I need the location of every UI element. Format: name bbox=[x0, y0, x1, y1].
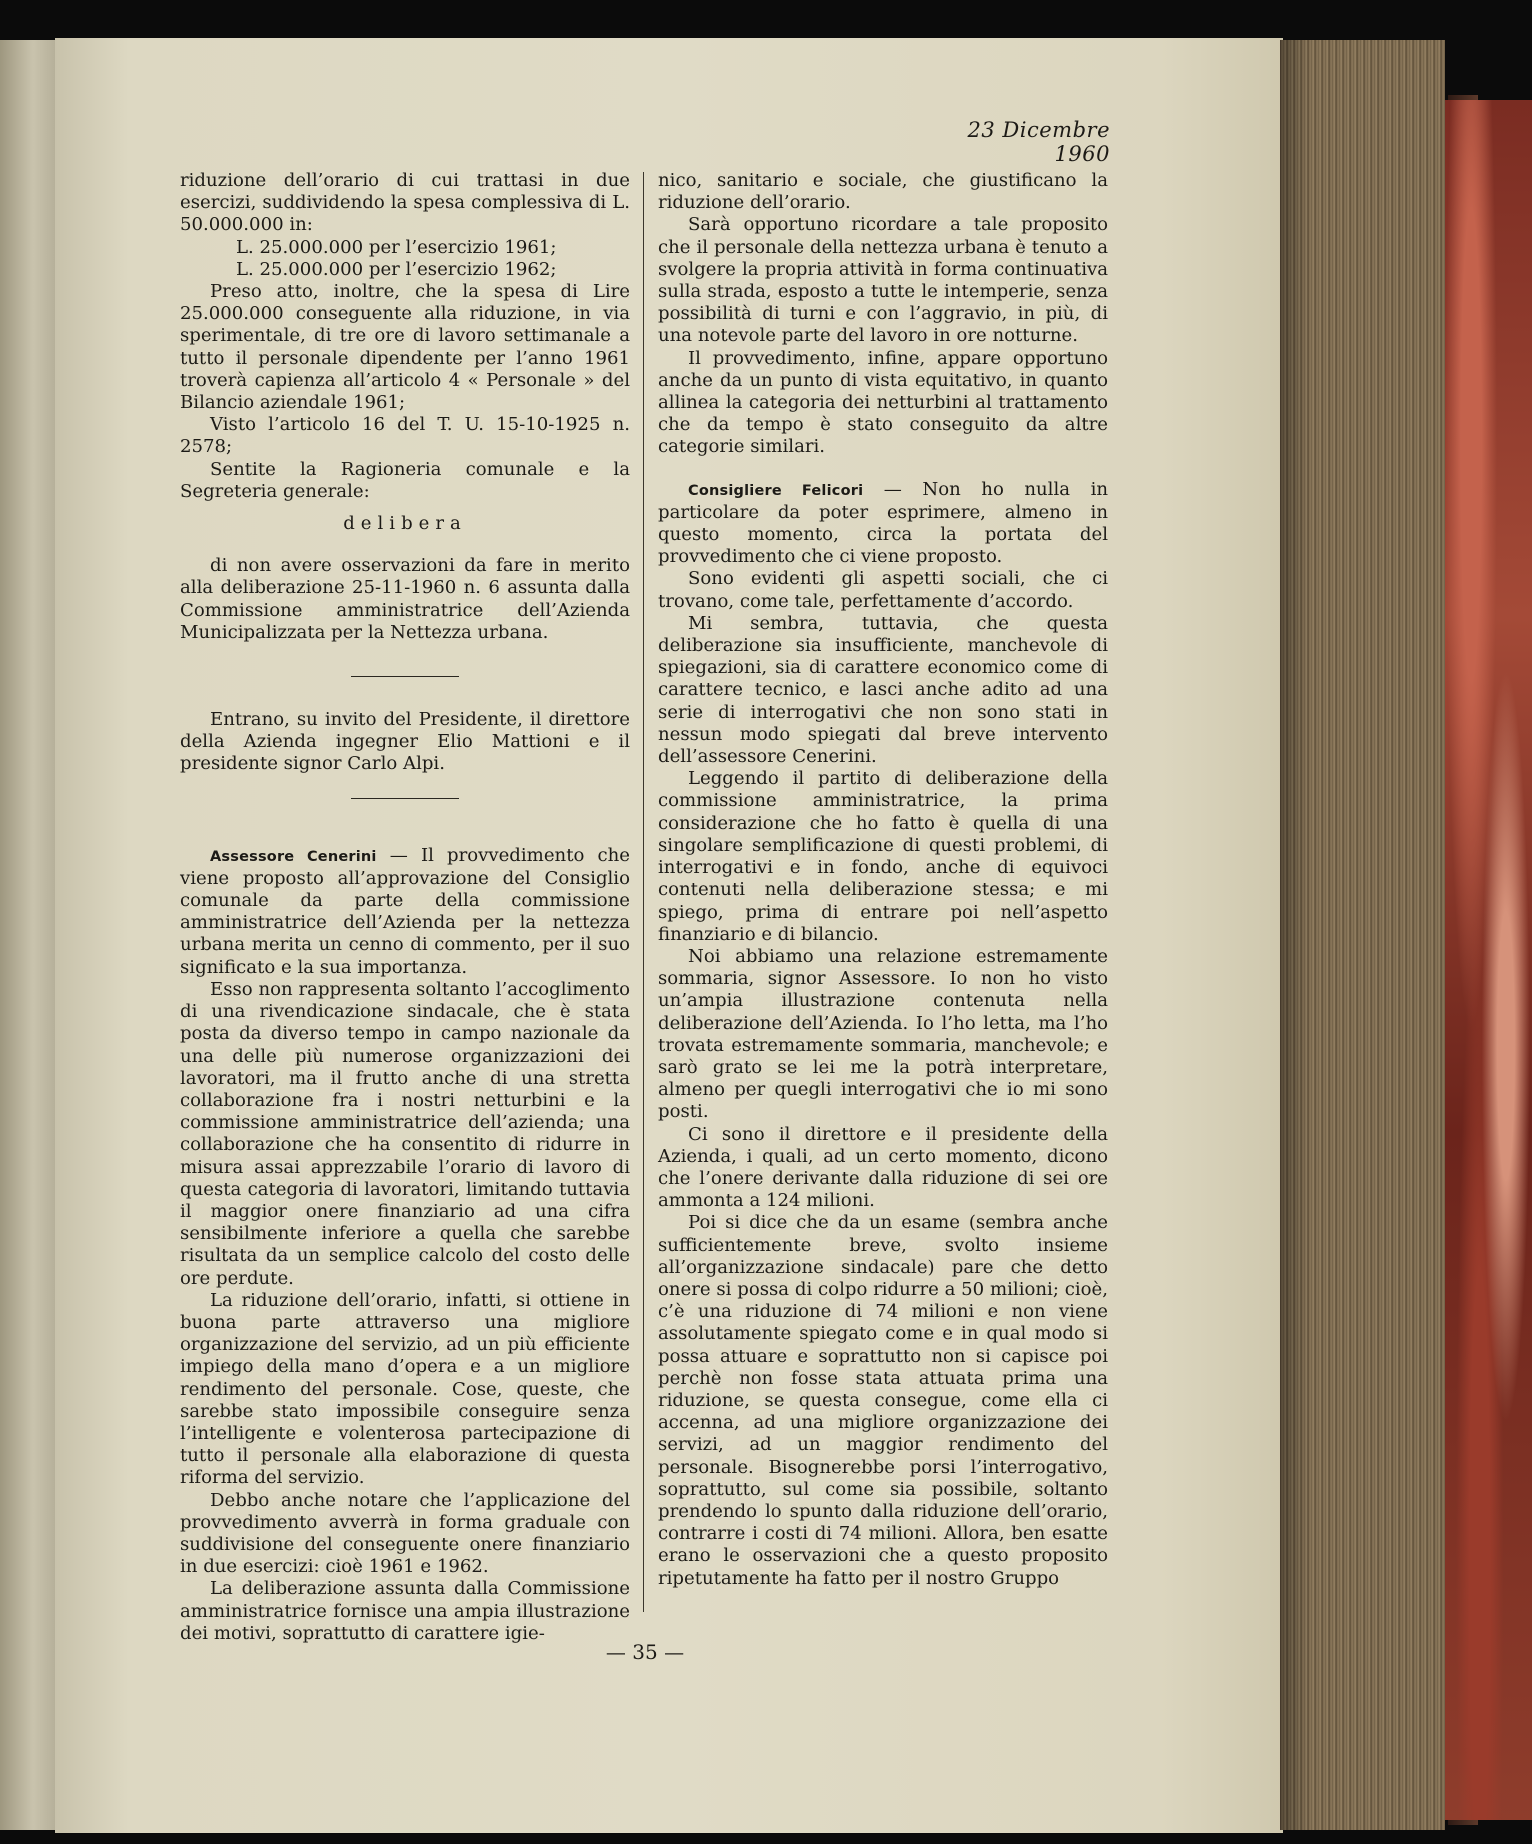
column-divider bbox=[643, 172, 644, 1612]
paragraph: Mi sembra, tuttavia, che questa deliberazione sia insufficiente, manchevole di spiegazioni, sia di carattere economico come di carattere tecnico, e lasci anche adito ad una serie di interrogativi che non sono stati in nessun modo spiegati dal breve intervento dell’assessore Cenerini. bbox=[658, 612, 1108, 768]
paragraph: Esso non rappresenta soltanto l’accoglimento di una rivendicazione sindacale, che è stata posta da diverso tempo in campo nazionale da una delle più numerose organizzazioni dei lavoratori, ma il frutto anche di una stretta collaborazione fra i nostri netturbini e la commissione amministratrice dell’azienda; una collaborazione che ha consentito di ridurre in misura assai apprezzabile l’orario di lavoro di questa categoria di lavoratori, limitando tuttavia il maggior onere finanziario ad una cifra sensibilmente inferiore a quella che sarebbe risultata da un semplice calcolo del costo delle ore perdute. bbox=[180, 978, 630, 1289]
marbled-cover bbox=[1445, 100, 1532, 1820]
speech-paragraph bbox=[658, 479, 1108, 569]
paragraph: L. 25.000.000 per l’esercizio 1961; bbox=[236, 236, 557, 258]
paragraph: La deliberazione assunta dalla Commissione amministratrice fornisce una ampia illustrazione dei motivi, soprattutto di carattere igie- bbox=[180, 1578, 630, 1644]
paragraph: Preso atto, inoltre, che la spesa di Lire 25.000.000 conseguente alla riduzione, in via sperimentale, di tre ore di lavoro settimanale a tutto il personale dipendente per l’anno 1961 troverà capienza all’articolo 4 « Personale » del Bilancio aziendale 1961; bbox=[180, 281, 630, 414]
facing-page-edge bbox=[0, 40, 55, 1830]
paragraph: Poi si dice che da un esame (sembra anche sufficientemente breve, svolto insieme all’organizzazione sindacale) pare che detto onere si possa di colpo ridurre a 50 milioni; cioè, c’è una riduzione di 74 milioni e non viene assolutamente spiegato come e in qual modo si possa attuare e soprattutto non si capisce poi perchè non fosse stata attuata prima una riduzione, se questa consegue, come ella ci accenna, ad una migliore organizzazione dei servizi, ad un maggior rendimento del personale. Bisognerebbe porsi l’interrogativo, soprattutto, sul come sia possibile, soltanto prendendo lo spunto dalla riduzione dell’orario, contrarre i costi di 74 milioni. Allora, ben esatte erano le osservazioni che a questo proposito ripetutamente ha fatto per il nostro Gruppo bbox=[658, 1212, 1108, 1589]
section-divider bbox=[351, 798, 459, 799]
speech-text: — Il provvedimento che viene proposto all’approvazione del Consiglio comunale da parte della commissione amministratrice dell’Azienda per la nettezza urbana merita un cenno di commento, per il suo significato e la sua importanza. bbox=[180, 844, 630, 978]
section-divider bbox=[351, 676, 459, 677]
paragraph: nico, sanitario e sociale, che giustificano la riduzione dell’orario. bbox=[658, 170, 1108, 214]
paragraph: Entrano, su invito del Presidente, il direttore della Azienda ingegner Elio Mattioni e il presidente signor Carlo Alpi. bbox=[180, 709, 630, 775]
paragraph: L. 25.000.000 per l’esercizio 1962; bbox=[236, 258, 557, 280]
paragraph: La riduzione dell’orario, infatti, si ottiene in buona parte attraverso una migliore organizzazione del servizio, ad un più efficiente impiego della mano d’opera e a un migliore rendimento del personale. Cose, queste, che sarebbe stato impossibile conseguire senza l’intelligente e volenterosa partecipazione di tutto il personale alla elaborazione di questa riforma del servizio. bbox=[180, 1289, 630, 1489]
left-column bbox=[180, 170, 630, 1645]
speech-text: — Non ho nulla in particolare da poter esprimere, almeno in questo momento, circa la portata del provvedimento che ci viene proposto. bbox=[658, 478, 1109, 568]
page-edge-shadow bbox=[1280, 40, 1310, 1830]
speaker-name: Assessore Cenerini bbox=[210, 848, 377, 865]
right-column bbox=[658, 170, 1108, 1590]
paragraph: Ci sono il direttore e il presidente della Azienda, i quali, ad un certo momento, dicono che l’onere derivante dalla riduzione di sei ore ammonta a 124 milioni. bbox=[658, 1123, 1108, 1212]
paragraph: riduzione dell’orario di cui trattasi in due esercizi, suddividendo la spesa complessiva di L. 50.000.000 in: bbox=[180, 170, 630, 236]
header-date: 23 Dicembre 1960 bbox=[967, 118, 1110, 166]
page-number: — 35 — bbox=[605, 1640, 685, 1664]
paragraph: Noi abbiamo una relazione estremamente sommaria, signor Assessore. Io non ho visto un’ampia illustrazione contenuta nella deliberazione dell’Azienda. Io l’ho letta, ma l’ho trovata estremamente sommaria, manchevole; e sarò grato se lei me la potrà interpretare, almeno per quegli interrogativi che io mi sono posti. bbox=[658, 945, 1108, 1123]
speaker-name: Consigliere Felicori bbox=[688, 482, 864, 499]
paragraph: Visto l’articolo 16 del T. U. 15-10-1925 n. 2578; bbox=[180, 414, 630, 458]
paragraph: Sentite la Ragioneria comunale e la Segreteria generale: bbox=[180, 458, 630, 502]
delibera-heading: delibera bbox=[343, 513, 467, 535]
paragraph: Sono evidenti gli aspetti sociali, che ci trovano, come tale, perfettamente d’accordo. bbox=[658, 568, 1108, 612]
paragraph: Il provvedimento, infine, appare opportuno anche da un punto di vista equitativo, in quanto allinea la categoria dei netturbini al trattamento che da tempo è stato conseguito da altre categorie similari. bbox=[658, 347, 1108, 458]
paragraph: di non avere osservazioni da fare in merito alla deliberazione 25-11-1960 n. 6 assunta dalla Commissione amministratrice dell’Azienda Municipalizzata per la Nettezza urbana. bbox=[180, 555, 630, 643]
paragraph: Leggendo il partito di deliberazione della commissione amministratrice, la prima considerazione che ho fatto è quella di una singolare semplificazione di questi problemi, di interrogativi e in fondo, anche di equivoci contenuti nella deliberazione stessa; e mi spiego, prima di entrare poi nell’aspetto finanziario e di bilancio. bbox=[658, 768, 1108, 945]
paragraph: Debbo anche notare che l’applicazione del provvedimento avverrà in forma graduale con suddivisione del conseguente onere finanziario in due esercizi: cioè 1961 e 1962. bbox=[180, 1489, 630, 1578]
paragraph: Sarà opportuno ricordare a tale proposito che il personale della nettezza urbana è tenuto a svolgere la propria attività in forma continuativa sulla strada, esposto a tutte le intemperie, senza possibilità di turni e con l’aggravio, in più, di una notevole parte del lavoro in ore notturne. bbox=[658, 214, 1108, 347]
speech-paragraph bbox=[180, 845, 630, 979]
